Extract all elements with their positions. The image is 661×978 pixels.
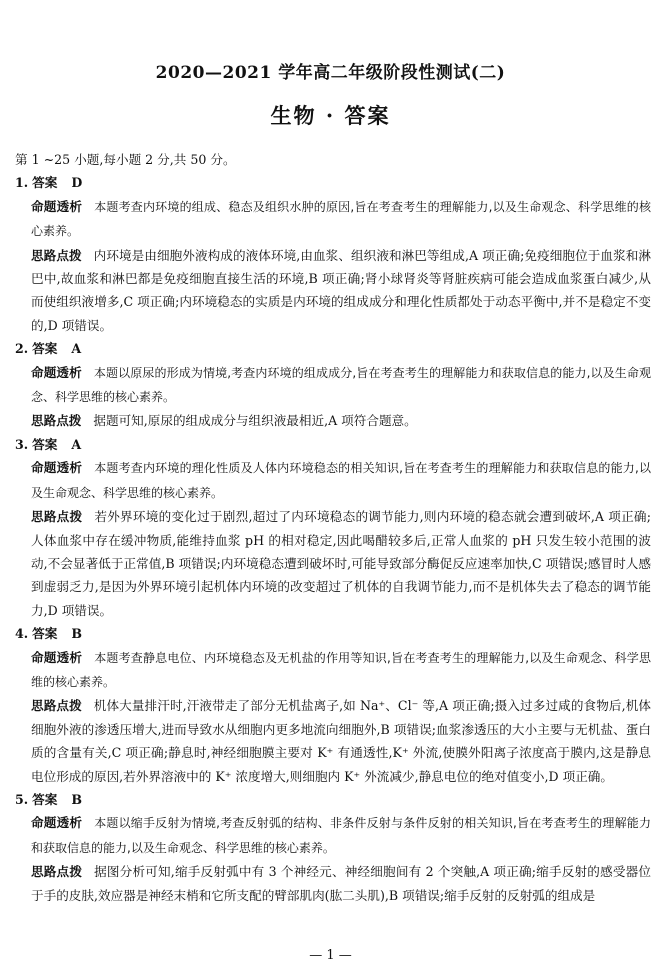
mingti-text: 本题考查静息电位、内环境稳态及无机盐的作用等知识,旨在考查考生的理解能力,以及生命观念、科学思维的核心素养。 bbox=[31, 650, 652, 689]
mingti-label: 命题透析 bbox=[31, 364, 82, 380]
mingti-paragraph bbox=[31, 646, 651, 695]
mingti-paragraph bbox=[31, 811, 651, 860]
silu-label: 思路点拨 bbox=[31, 698, 82, 714]
page-number: — 1 — bbox=[309, 948, 352, 963]
page-subtitle: 生物 · 答案 bbox=[270, 103, 391, 128]
answer-label: 答案 bbox=[32, 341, 58, 357]
mingti-text: 本题考查内环境的组成、稳态及组织水肿的原因,旨在考查考生的理解能力,以及生命观念、科学思维的核心素养。 bbox=[31, 199, 652, 239]
question-answer-line bbox=[15, 433, 651, 456]
question-answer-line bbox=[15, 622, 651, 645]
silu-text: 据图分析可知,缩手反射弧中有 3 个神经元、神经细胞间有 2 个突触,A 项正确;缩手反射的感受器位于手的皮肤,效应器是神经末梢和它所支配的臂部肌肉(肱二头肌),B 项错误;缩手反射的反射弧的组成是 bbox=[31, 864, 652, 903]
question-number: 5. bbox=[15, 791, 29, 807]
silu-label: 思路点拨 bbox=[31, 864, 83, 880]
silu-label: 思路点拨 bbox=[31, 247, 82, 263]
mingti-paragraph bbox=[31, 456, 651, 505]
mingti-text: 本题以缩手反射为情境,考查反射弧的结构、非条件反射与条件反射的相关知识,旨在考查考生的理解能力和获取信息的能力,以及生命观念、科学思维的核心素养。 bbox=[31, 816, 652, 855]
question-item bbox=[15, 788, 651, 907]
mingti-label: 命题透析 bbox=[31, 460, 83, 476]
page-title: 2020—2021 学年高二年级阶段性测试(二) bbox=[155, 63, 506, 83]
mingti-paragraph bbox=[31, 195, 651, 244]
question-number: 3. bbox=[15, 436, 29, 452]
silu-text: 据题可知,原尿的组成成分与组织液最相近,A 项符合题意。 bbox=[93, 413, 417, 429]
silu-paragraph bbox=[31, 694, 651, 788]
silu-text: 内环境是由细胞外液构成的液体环境,由血浆、组织液和淋巴等组成,A 项正确;免疫细胞位于血浆和淋巴中,故血浆和淋巴都是免疫细胞直接生活的环境,B 项正确;肾小球肾炎等肾脏疾病可能会造成血浆蛋白减少,从而使组织液增多,C 项正确;内环境稳态的实质是内环境的组成成分和理化性质都处于动态平衡中,并不是稳定不变的,D 项错误。 bbox=[31, 247, 651, 333]
silu-paragraph bbox=[31, 860, 651, 907]
answer-value: D bbox=[71, 175, 83, 191]
silu-label: 思路点拨 bbox=[31, 413, 82, 429]
answer-value: A bbox=[71, 341, 82, 357]
answer-value: A bbox=[71, 436, 82, 452]
mingti-label: 命题透析 bbox=[31, 198, 83, 214]
question-answer-line bbox=[15, 337, 651, 360]
mingti-label: 命题透析 bbox=[31, 815, 83, 831]
mingti-text: 本题考查内环境的理化性质及人体内环境稳态的相关知识,旨在考查考生的理解能力和获取信息的能力,以及生命观念、科学思维的核心素养。 bbox=[31, 461, 652, 500]
answer-value: B bbox=[71, 791, 82, 807]
answer-label: 答案 bbox=[32, 626, 58, 642]
question-item bbox=[15, 433, 651, 622]
answer-label: 答案 bbox=[32, 175, 58, 191]
answer-content bbox=[15, 148, 651, 907]
silu-paragraph bbox=[31, 244, 651, 338]
question-number: 2. bbox=[15, 341, 29, 357]
mingti-label: 命题透析 bbox=[31, 649, 83, 665]
silu-text: 若外界环境的变化过于剧烈,超过了内环境稳态的调节能力,则内环境的稳态就会遭到破坏,A 项正确;人体血浆中存在缓冲物质,能维持血浆 pH 的相对稳定,因此喝醋较多后,正常人血浆的 pH 只发生较小范围的波动,不会显著低于正常值,B 项错误;内环境稳态遭到破坏时,可能导致部分酶促反应速率加快,C 项错误;感冒时人感到虚弱乏力,是因为外界环境引起机体内环境的改变超过了机体的自我调节能力,而不是机体失去了稳态的调节能力,D 项错误。 bbox=[31, 509, 651, 618]
mingti-paragraph bbox=[31, 361, 651, 410]
mingti-text: 本题以原尿的形成为情境,考查内环境的组成成分,旨在考查考生的理解能力和获取信息的能力,以及生命观念、科学思维的核心素养。 bbox=[31, 365, 651, 405]
question-answer-line bbox=[15, 171, 651, 194]
silu-text: 机体大量排汗时,汗液带走了部分无机盐离子,如 Na⁺、Cl⁻ 等,A 项正确;摄入过多过咸的食物后,机体细胞外液的渗透压增大,进而导致水从细胞内更多地流向细胞外,B 项错误;血浆渗透压的大小主要与无机盐、蛋白质的含量有关,C 项正确;静息时,神经细胞膜主要对 K⁺ 有通透性,K⁺ 外流,使膜外阳离子浓度高于膜内,这是静息电位形成的原因,若外界溶液中的 K⁺ 浓度增大,则细胞内 K⁺ 外流减少,静息电位的绝对值变小,D 项正确。 bbox=[31, 698, 651, 784]
question-answer-line bbox=[15, 788, 651, 811]
question-item bbox=[15, 171, 651, 337]
question-item bbox=[15, 622, 651, 788]
question-list bbox=[15, 171, 651, 907]
section-intro: 第 1 ~25 小题,每小题 2 分,共 50 分。 bbox=[15, 152, 236, 167]
silu-label: 思路点拨 bbox=[31, 509, 83, 525]
question-item bbox=[15, 337, 651, 433]
answer-value: B bbox=[71, 626, 82, 642]
answer-label: 答案 bbox=[32, 436, 58, 452]
silu-paragraph bbox=[31, 505, 651, 622]
answer-label: 答案 bbox=[32, 791, 58, 807]
question-number: 4. bbox=[15, 626, 29, 642]
question-number: 1. bbox=[15, 175, 29, 191]
silu-paragraph bbox=[31, 409, 651, 432]
